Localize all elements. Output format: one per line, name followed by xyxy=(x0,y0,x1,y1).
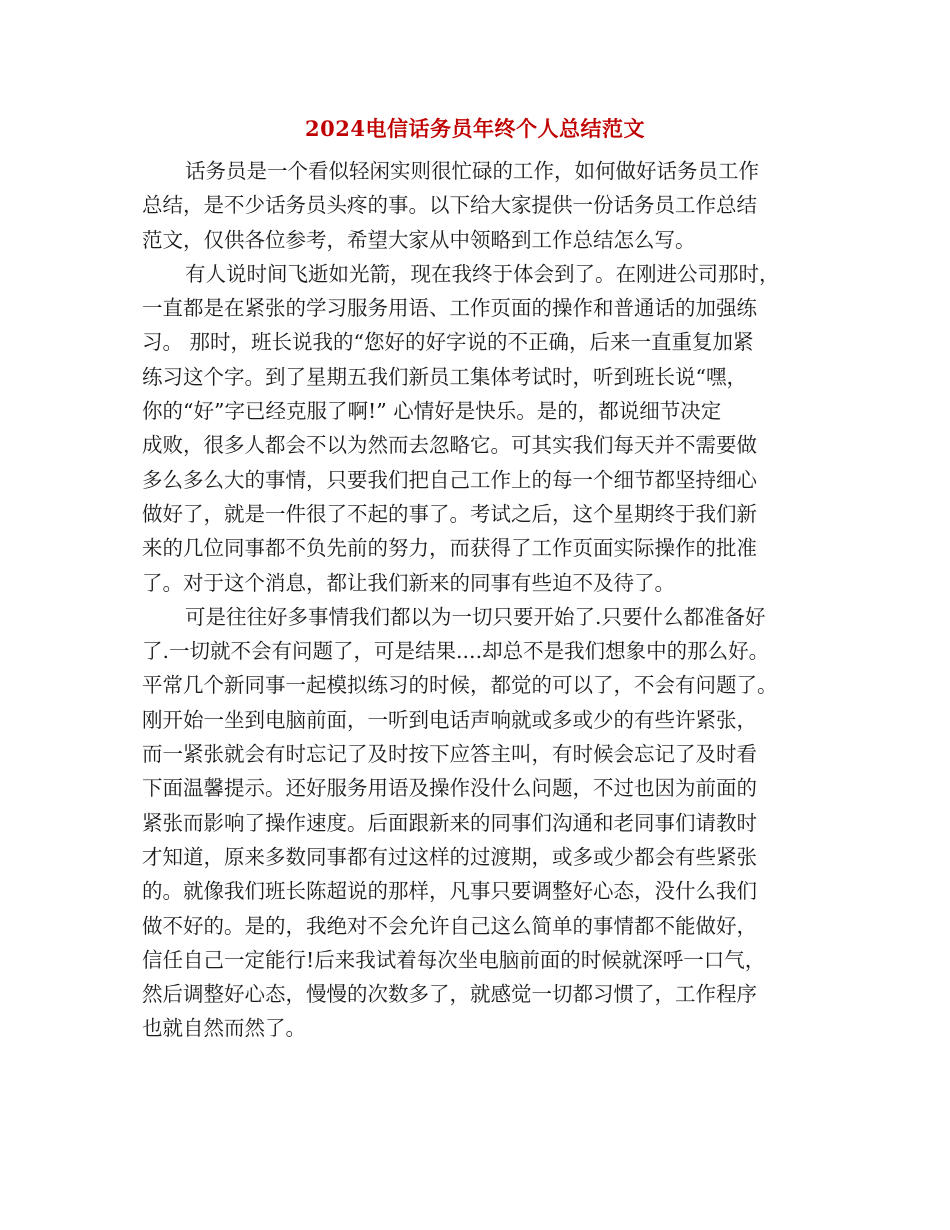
text-line: 你的“好”字已经克服了啊!” 心情好是快乐。是的，都说细节决定 xyxy=(142,399,722,424)
text-line: 了.一切就不会有问题了，可是结果....却总不是我们想象中的那么好。 xyxy=(142,639,770,664)
text-line: 了。对于这个消息，都让我们新来的同事有些迫不及待了。 xyxy=(142,570,675,595)
text-line: 练习这个字。到了星期五我们新员工集体考试时，听到班长说“嘿， xyxy=(142,364,747,389)
text-line: 下面温馨提示。还好服务用语及操作没什么问题，不过也因为前面的 xyxy=(142,776,757,801)
text-line: 做不好的。是的，我绝对不会允许自己这么简单的事情都不能做好， xyxy=(142,913,757,938)
paragraph-first-days xyxy=(142,257,808,600)
text-line: 一直都是在紧张的学习服务用语、工作页面的操作和普通话的加强练 xyxy=(142,296,757,321)
text-line: 多么多么大的事情，只要我们把自己工作上的每一个细节都坚持细心 xyxy=(142,467,757,492)
text-line: 可是往往好多事情我们都以为一切只要开始了.只要什么都准备好 xyxy=(185,604,766,629)
text-line: 然后调整好心态，慢慢的次数多了，就感觉一切都习惯了，工作程序 xyxy=(142,982,757,1007)
document-page xyxy=(142,112,808,1046)
text-line: 紧张而影响了操作速度。后面跟新来的同事们沟通和老同事们请教时 xyxy=(142,810,757,835)
text-line: 范文，仅供各位参考，希望大家从中领略到工作总结怎么写。 xyxy=(142,227,696,252)
paragraph-intro xyxy=(142,154,808,257)
text-line: 有人说时间飞逝如光箭，现在我终于体会到了。在刚进公司那时， xyxy=(185,261,780,286)
text-line: 也就自然而然了。 xyxy=(142,1016,306,1041)
text-line: 才知道，原来多数同事都有过这样的过渡期，或多或少都会有些紧张 xyxy=(142,844,757,869)
text-line: 成败，很多人都会不以为然而去忽略它。可其实我们每天并不需要做 xyxy=(142,433,757,458)
text-line: 话务员是一个看似轻闲实则很忙碌的工作，如何做好话务员工作 xyxy=(185,159,759,183)
text-line: 平常几个新同事一起模拟练习的时候，都觉的可以了，不会有问题了。 xyxy=(142,673,778,698)
text-line: 而一紧张就会有时忘记了及时按下应答主叫，有时候会忘记了及时看 xyxy=(142,742,757,767)
text-line: 总结，是不少话务员头疼的事。以下给大家提供一份话务员工作总结 xyxy=(142,193,757,218)
text-line: 刚开始一坐到电脑前面，一听到电话声响就或多或少的有些许紧张， xyxy=(142,707,757,732)
text-line: 信任自己一定能行!后来我试着每次坐电脑前面的时候就深呼一口气， xyxy=(142,947,766,972)
text-line: 来的几位同事都不负先前的努力，而获得了工作页面实际操作的批准 xyxy=(142,536,757,561)
paragraph-adjustment xyxy=(142,600,808,1046)
document-title: 2024电信话务员年终个人总结范文 xyxy=(305,116,645,141)
text-line: 的。就像我们班长陈超说的那样，凡事只要调整好心态，没什么我们 xyxy=(142,879,757,904)
text-line: 习。 那时，班长说我的“您好的好字说的不正确，后来一直重复加紧 xyxy=(142,330,754,355)
text-line: 做好了，就是一件很了不起的事了。考试之后，这个星期终于我们新 xyxy=(142,501,757,526)
